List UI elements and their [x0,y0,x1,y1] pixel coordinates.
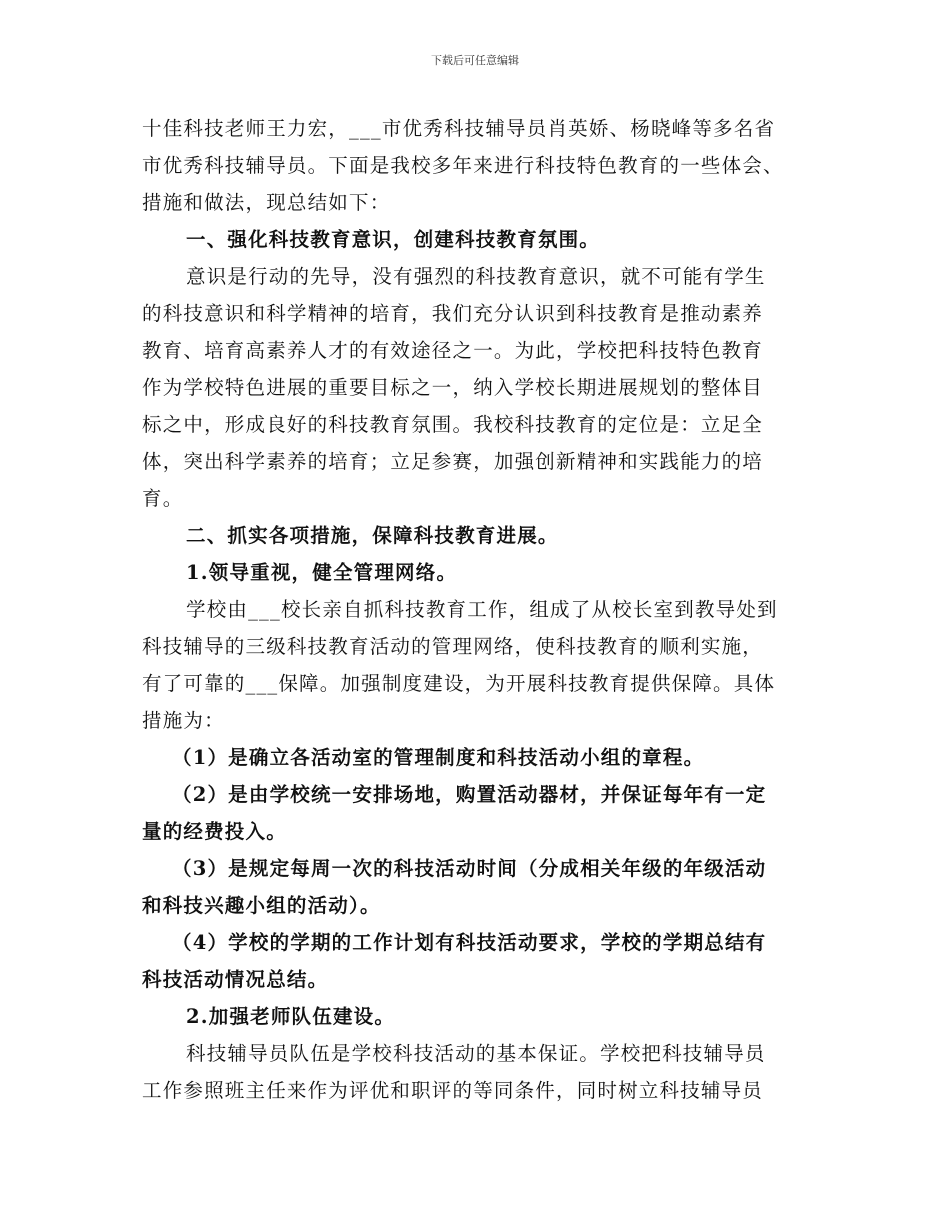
text-line: 有了可靠的___保障。加强制度建设，为开展科技教育提供保障。具体 [142,672,776,695]
text-line: 科技辅导员队伍是学校科技活动的基本保证。学校把科技辅导员 [186,1042,766,1065]
measure-item-1 [142,739,832,776]
section-heading-1: 一、强化科技教育意识，创建科技教育氛围。 [186,228,601,251]
leadership-paragraph [142,591,832,739]
text-line: （2）是由学校统一安排场地，购置活动器材，并保证每年有一定 [172,783,767,806]
awareness-paragraph [142,258,832,517]
intro-paragraph [142,110,832,221]
text-line: 标之中，形成良好的科技教育氛围。我校科技教育的定位是：立足全 [142,413,764,436]
text-line: 措施和做法，现总结如下： [142,191,391,214]
text-line: 措施为： [142,709,225,732]
text-line: 学校由___校长亲自抓科技教育工作，组成了从校长室到教导处到 [186,598,778,621]
text-line: （1）是确立各活动室的管理制度和科技活动小组的章程。 [172,746,705,769]
text-line: 教育、培育高素养人才的有效途径之一。为此，学校把科技特色教育 [142,339,764,362]
document-body [142,110,832,1109]
text-line: 意识是行动的先导，没有强烈的科技教育意识，就不可能有学生 [186,265,766,288]
text-line: 市优秀科技辅导员。下面是我校多年来进行科技特色教育的一些体会、 [142,154,784,177]
text-line: 工作参照班主任来作为评优和职评的等同条件，同时树立科技辅导员 [142,1079,764,1102]
text-line: （3）是规定每周一次的科技活动时间（分成相关年级的年级活动 [172,857,767,880]
subsection-heading-2: 2.加强老师队伍建设。 [186,1005,396,1028]
text-line: 量的经费投入。 [142,820,287,843]
measure-item-4 [142,924,832,998]
measure-item-3 [142,850,832,924]
section-heading-2: 二、抓实各项措施，保障科技教育进展。 [186,524,559,547]
text-line: 十佳科技老师王力宏，___市优秀科技辅导员肖英娇、杨晓峰等多名省 [142,117,776,140]
teacher-team-paragraph [142,1035,832,1109]
text-line: 科技活动情况总结。 [142,968,329,991]
text-line: 育。 [142,487,184,510]
subsection-heading-1: 1.领导重视，健全管理网络。 [186,561,458,584]
text-line: 和科技兴趣小组的活动）。 [142,894,381,917]
text-line: 科技辅导的三级科技教育活动的管理网络，使科技教育的顺利实施， [142,635,764,658]
text-line: 作为学校特色进展的重要目标之一，纳入学校长期进展规划的整体目 [142,376,764,399]
text-line: 体，突出科学素养的培育；立足参赛，加强创新精神和实践能力的培 [142,450,764,473]
page-header: 下载后可任意编辑 [431,54,519,67]
text-line: （4）学校的学期的工作计划有科技活动要求，学校的学期总结有 [172,931,767,954]
text-line: 的科技意识和科学精神的培育，我们充分认识到科技教育是推动素养 [142,302,764,325]
measure-item-2 [142,776,832,850]
